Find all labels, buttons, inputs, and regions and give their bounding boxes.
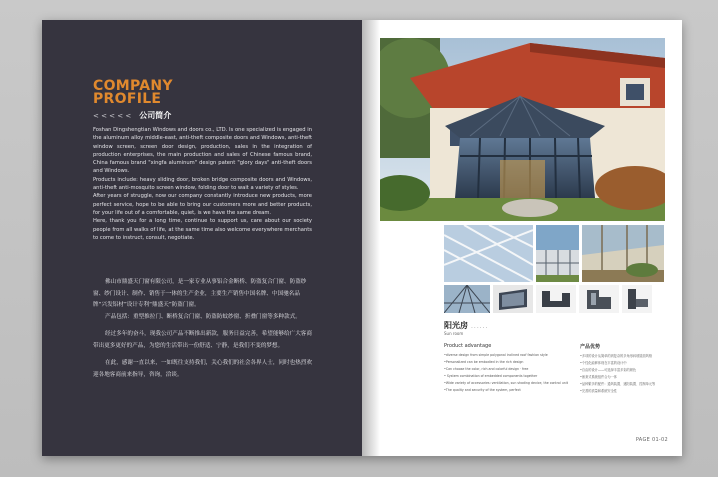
thumbnail-row-top — [444, 225, 664, 282]
advantages-chinese — [580, 343, 680, 395]
subtitle-arrows: < < < < < — [93, 111, 132, 120]
title-line-company: COMPANY — [93, 78, 173, 94]
en-paragraph: Foshan Dingshengtian Windows and doors co., LTD. Is one specialized is engaged in the aluminum alloy middle-east, anti-theft composite doors and Windows, anti-theft window screen, screen door design, production, sales in the integration of production enterprises, the main production and sales of Chinese famous brand, China famous brand "xingfa aluminum" design patent "glory days" anti-theft doors and Windows. — [93, 127, 312, 175]
company-profile-title — [93, 80, 173, 106]
cn-paragraph: 经过多年的奋斗，现我公司产品不断推出新款，服务日益完善，希望能够给广大客商带出更多更好的产品，为您的生活带出一份舒适、宁静，是我们不变的梦想。 — [93, 331, 312, 349]
product-title-en: Sun room — [444, 331, 464, 336]
advantage-heading-en: Product advantage — [444, 343, 492, 349]
thumbnail-row-bottom — [444, 285, 652, 313]
thumb-dome-roof — [444, 285, 490, 313]
advantage-line: • System combination of embedded components together — [444, 374, 538, 378]
advantage-line: •The quality and security of the system, perfect — [444, 388, 521, 392]
thumb-skylight — [493, 285, 533, 313]
advantage-line-cn: •品种繁多的配件：通风装置、遮阳装置、控制单元等 — [580, 382, 656, 386]
advantage-heading-cn: 产品优势 — [580, 344, 601, 350]
advantage-line-cn: •多项的设计从简单的到复杂的多角形斜坡屋面风格 — [580, 354, 653, 358]
title-line-profile: PROFILE — [93, 91, 162, 107]
thumb-corner-profile — [579, 285, 619, 313]
thumb-sunroom-interior — [582, 225, 664, 282]
cn-paragraph: 在此，感谢一直以来，一如既往支持我们，关心我们的社会各界人士，同时也热烈欢迎各地客商前来指导，咨询，洽谈。 — [93, 360, 312, 378]
thumb-frame-joint — [622, 285, 652, 313]
en-paragraph: Products include: heavy sliding door, broken bridge composite doors and Windows, anti-theft anti-mosquito screen window, folding door to wait a variety of styles. — [93, 176, 312, 192]
sunroom-hero-photo — [380, 38, 665, 221]
thumb-profile-section — [536, 285, 576, 313]
profile-section-illustration — [536, 285, 576, 313]
english-profile-text — [93, 126, 312, 242]
advantage-line-cn: •个性化能够体现在丰富的设计中 — [580, 361, 627, 365]
product-title — [444, 320, 488, 331]
sunroom-exterior-illustration — [536, 225, 579, 282]
subtitle-row — [93, 110, 171, 121]
en-paragraph: After years of struggle, now our company constantly introduce new products, more perfect service, hope to be able to bring our customers more and better products, for your life out of a comfortable, quiet, is we have the same dream. — [93, 193, 312, 216]
advantage-line: •Personalized can be embodied in the rich design — [444, 360, 524, 364]
thumb-sunroom-exterior — [536, 225, 579, 282]
chinese-profile-text — [93, 277, 312, 381]
thumb-glass-roof — [444, 225, 533, 282]
advantage-line-cn: •自由的设计——可选择丰富多彩的颜色 — [580, 368, 637, 372]
dome-roof-illustration — [444, 285, 490, 313]
product-title-cn: 阳光房 — [444, 321, 468, 330]
left-page — [42, 20, 362, 456]
frame-joint-illustration — [622, 285, 652, 313]
advantage-line: •Wide variety of accessories: ventilation, sun shading device, the control unit — [444, 381, 568, 385]
brochure-spread — [42, 20, 682, 456]
product-title-dots: ...... — [471, 323, 489, 330]
advantage-line: •diverse design from simple polygonal inclined roof fashion style — [444, 353, 548, 357]
advantage-line-cn: •完善的质量和系统安全性 — [580, 389, 617, 393]
skylight-illustration — [493, 285, 533, 313]
sunroom-interior-illustration — [582, 225, 664, 282]
page-number: PAGE 01-02 — [635, 437, 668, 443]
en-paragraph: Here, thank you for a long time, continue to support us, care about our society people from all walks of life, at the same time also welcome everywhere merchants to come to instruct, consult, negotiate. — [93, 218, 312, 241]
glass-roof-illustration — [444, 225, 533, 282]
corner-profile-illustration — [579, 285, 619, 313]
cn-paragraph: 产品包括：重型推拉门、断桥复合门窗、防盗防蚊纱窗、折叠门窗等多种款式。 — [105, 313, 301, 320]
advantages-english — [444, 343, 569, 394]
cn-paragraph: 佛山市鼎盛天门窗有限公司，是一家专业从事铝合金断桥、防盗复合门窗、防盗纱窗、纱门设计、制作、销售于一体的生产企业，主要生产销售中国名牌、中国驰名品牌“兴发铝材”设计专利“鼎盛天”防盗门窗。 — [93, 279, 307, 308]
advantage-line-cn: •嵌套式系统组件合为一体 — [580, 375, 617, 379]
advantage-line: •Can choose the color, rich and colorful design · free — [444, 367, 529, 371]
subtitle-chinese: 公司简介 — [139, 111, 172, 120]
sunroom-illustration — [380, 38, 665, 221]
right-page — [362, 20, 682, 456]
